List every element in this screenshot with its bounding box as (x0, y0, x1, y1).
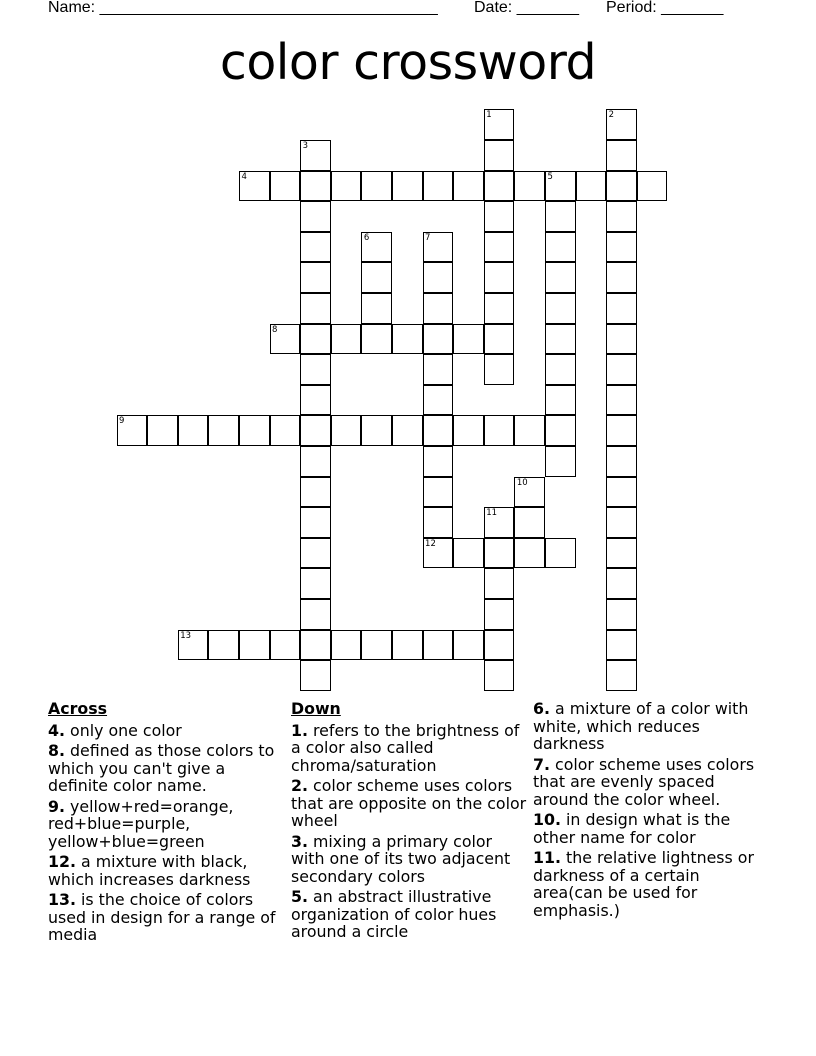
cell-number: 6 (363, 232, 370, 243)
crossword-cell[interactable] (484, 507, 515, 538)
crossword-cell[interactable] (331, 630, 362, 661)
crossword-cell[interactable] (300, 201, 331, 232)
crossword-cell[interactable] (300, 293, 331, 324)
crossword-cell[interactable] (606, 415, 637, 446)
clue-text: an abstract illustrative organization of color hues around a circle (291, 887, 497, 941)
crossword-cell[interactable] (300, 507, 331, 538)
clue-number: 12. (48, 852, 76, 871)
period-field[interactable]: Period: _______ (606, 0, 724, 16)
crossword-cell[interactable] (270, 415, 301, 446)
clue-text: a mixture of a color with white, which reduces darkness (533, 699, 749, 753)
crossword-cell[interactable] (576, 171, 607, 202)
crossword-cell[interactable] (392, 415, 423, 446)
crossword-cell[interactable] (606, 477, 637, 508)
clue-number: 13. (48, 890, 76, 909)
crossword-cell[interactable] (545, 171, 576, 202)
clue-number: 11. (533, 848, 561, 867)
cell-number: 2 (608, 110, 615, 121)
clue-number: 6. (533, 699, 550, 718)
crossword-cell[interactable] (484, 324, 515, 355)
crossword-cell[interactable] (423, 324, 454, 355)
crossword-cell[interactable] (300, 660, 331, 691)
cell-number: 3 (302, 140, 309, 151)
clue-text: color scheme uses colors that are opposite on the color wheel (291, 776, 527, 830)
crossword-cell[interactable] (545, 415, 576, 446)
crossword-cell[interactable] (423, 385, 454, 416)
clue-number: 7. (533, 754, 550, 774)
crossword-cell[interactable] (392, 630, 423, 661)
crossword-cell[interactable] (484, 568, 515, 599)
crossword-cell[interactable] (208, 415, 239, 446)
crossword-cell[interactable] (545, 538, 576, 569)
crossword-cell[interactable] (484, 415, 515, 446)
crossword-cell[interactable] (545, 324, 576, 355)
crossword-cell[interactable] (453, 324, 484, 355)
crossword-cell[interactable] (484, 109, 515, 140)
crossword-cell[interactable] (423, 446, 454, 477)
crossword-cell[interactable] (545, 232, 576, 263)
cell-number: 7 (425, 232, 431, 243)
crossword-cell[interactable] (606, 232, 637, 263)
crossword-cell[interactable] (300, 599, 331, 630)
crossword-cell[interactable] (270, 630, 301, 661)
crossword-cell[interactable] (514, 477, 545, 508)
crossword-cell[interactable] (423, 293, 454, 324)
crossword-cell[interactable] (361, 630, 392, 661)
clue-across-13 (48, 891, 286, 944)
crossword-cell[interactable] (606, 507, 637, 538)
cell-number: 11 (486, 508, 498, 519)
crossword-cell[interactable] (361, 324, 392, 355)
crossword-cell[interactable] (484, 293, 515, 324)
crossword-cell[interactable] (606, 262, 637, 293)
crossword-cell[interactable] (423, 415, 454, 446)
crossword-cell[interactable] (361, 293, 392, 324)
crossword-cell[interactable] (484, 262, 515, 293)
crossword-cell[interactable] (361, 232, 392, 263)
crossword-cell[interactable] (606, 171, 637, 202)
crossword-cell[interactable] (300, 385, 331, 416)
crossword-cell[interactable] (331, 324, 362, 355)
clue-number: 9. (48, 796, 65, 816)
crossword-cell[interactable] (392, 171, 423, 202)
across-heading: Across (48, 699, 108, 718)
crossword-cell[interactable] (606, 630, 637, 661)
crossword-cell[interactable] (300, 630, 331, 661)
crossword-cell[interactable] (606, 538, 637, 569)
cell-number: 13 (180, 630, 192, 641)
crossword-cell[interactable] (514, 171, 545, 202)
crossword-cell[interactable] (484, 599, 515, 630)
crossword-cell[interactable] (514, 507, 545, 538)
crossword-cell[interactable] (606, 446, 637, 477)
crossword-cell[interactable] (423, 232, 454, 263)
clue-text: refers to the brightness of a color also called chroma/saturation (291, 720, 520, 775)
crossword-cell[interactable] (423, 477, 454, 508)
cell-number: 4 (241, 171, 247, 182)
cell-number: 8 (272, 324, 278, 335)
crossword-cell[interactable] (300, 232, 331, 263)
crossword-cell[interactable] (514, 538, 545, 569)
clue-text: in design what is the other name for color (533, 810, 731, 847)
crossword-cell[interactable] (606, 140, 637, 171)
crossword-cell[interactable] (606, 599, 637, 630)
crossword-cell[interactable] (637, 171, 668, 202)
crossword-cell[interactable] (484, 232, 515, 263)
clue-down-11 (533, 849, 768, 919)
crossword-cell[interactable] (606, 568, 637, 599)
clue-number: 5. (291, 887, 308, 906)
crossword-cell[interactable] (300, 477, 331, 508)
cell-number: 12 (425, 538, 436, 549)
clues-column-across (48, 700, 286, 947)
clue-down-10 (533, 811, 768, 846)
crossword-cell[interactable] (514, 415, 545, 446)
crossword-cell[interactable] (300, 415, 331, 446)
crossword-cell[interactable] (545, 385, 576, 416)
crossword-cell[interactable] (361, 262, 392, 293)
crossword-cell[interactable] (484, 201, 515, 232)
clue-down-1 (291, 722, 529, 775)
clue-number: 4. (48, 720, 65, 740)
clue-down-3 (291, 833, 529, 886)
crossword-cell[interactable] (423, 507, 454, 538)
crossword-cell[interactable] (453, 415, 484, 446)
clue-text: only one color (70, 720, 182, 740)
crossword-cell[interactable] (178, 415, 209, 446)
crossword-cell[interactable] (545, 446, 576, 477)
clue-text: color scheme uses colors that are evenly spaced around the color wheel. (533, 754, 755, 809)
crossword-cell[interactable] (178, 630, 209, 661)
clue-text: defined as those colors to which you can't give a definite color name. (48, 741, 275, 795)
crossword-cell[interactable] (606, 109, 637, 140)
crossword-cell[interactable] (545, 262, 576, 293)
crossword-cell[interactable] (606, 660, 637, 691)
crossword-cell[interactable] (270, 324, 301, 355)
crossword-cell[interactable] (545, 201, 576, 232)
crossword-cell[interactable] (484, 354, 515, 385)
crossword-cell[interactable] (606, 201, 637, 232)
date-field[interactable]: Date: _______ (474, 0, 579, 16)
clue-number: 2. (291, 776, 308, 795)
crossword-cell[interactable] (423, 538, 454, 569)
crossword-cell[interactable] (361, 415, 392, 446)
clue-number: 3. (291, 831, 308, 851)
crossword-cell[interactable] (423, 262, 454, 293)
page-title: color crossword (219, 34, 597, 91)
clues-column-down (291, 700, 529, 944)
crossword-cell[interactable] (423, 630, 454, 661)
cell-number: 9 (119, 416, 125, 427)
crossword-cell[interactable] (300, 324, 331, 355)
crossword-cell[interactable] (300, 538, 331, 569)
crossword-cell[interactable] (239, 630, 270, 661)
crossword-cell[interactable] (300, 262, 331, 293)
clue-text: is the choice of colors used in design for a range of media (48, 890, 276, 944)
name-field[interactable]: Name: ______________________________________ (48, 0, 438, 16)
clue-down-6 (533, 700, 768, 753)
crossword-cell[interactable] (606, 293, 637, 324)
clue-down-2 (291, 777, 529, 830)
crossword-cell[interactable] (300, 568, 331, 599)
crossword-cell[interactable] (423, 354, 454, 385)
crossword-cell[interactable] (300, 140, 331, 171)
crossword-cell[interactable] (361, 171, 392, 202)
crossword-cell[interactable] (453, 630, 484, 661)
clue-down-7 (533, 756, 768, 809)
crossword-cell[interactable] (239, 415, 270, 446)
clue-text: a mixture with black, which increases darkness (48, 852, 251, 889)
clue-across-12 (48, 853, 286, 888)
clue-number: 8. (48, 741, 65, 760)
clue-number: 1. (291, 720, 308, 740)
crossword-cell[interactable] (484, 630, 515, 661)
crossword-cell[interactable] (270, 171, 301, 202)
clue-across-8 (48, 742, 286, 795)
clue-text: mixing a primary color with one of its two adjacent secondary colors (291, 831, 511, 886)
crossword-cell[interactable] (331, 415, 362, 446)
crossword-cell[interactable] (484, 171, 515, 202)
clue-text: the relative lightness or darkness of a certain area(can be used for emphasis.) (533, 848, 754, 920)
crossword-cell[interactable] (545, 293, 576, 324)
cell-number: 10 (516, 477, 528, 488)
crossword-cell[interactable] (606, 385, 637, 416)
cell-number: 5 (547, 171, 553, 182)
clues-column-down-continued (533, 700, 768, 922)
crossword-cell[interactable] (300, 354, 331, 385)
clue-text: yellow+red=orange, red+blue=purple, yellow+blue=green (48, 796, 234, 851)
crossword-cell[interactable] (208, 630, 239, 661)
crossword-cell[interactable] (453, 538, 484, 569)
down-heading: Down (291, 699, 341, 718)
crossword-cell[interactable] (484, 660, 515, 691)
crossword-cell[interactable] (484, 140, 515, 171)
crossword-cell[interactable] (606, 354, 637, 385)
crossword-cell[interactable] (331, 171, 362, 202)
crossword-cell[interactable] (300, 446, 331, 477)
cell-number: 1 (486, 110, 492, 121)
crossword-cell[interactable] (606, 324, 637, 355)
crossword-cell[interactable] (545, 354, 576, 385)
crossword-cell[interactable] (423, 171, 454, 202)
clue-number: 10. (533, 810, 561, 829)
crossword-cell[interactable] (239, 171, 270, 202)
crossword-cell[interactable] (484, 538, 515, 569)
crossword-cell[interactable] (147, 415, 178, 446)
crossword-cell[interactable] (453, 171, 484, 202)
clue-down-5 (291, 888, 529, 941)
crossword-cell[interactable] (392, 324, 423, 355)
crossword-cell[interactable] (300, 171, 331, 202)
crossword-cell[interactable] (117, 415, 148, 446)
clue-across-9 (48, 798, 286, 851)
clue-across-4 (48, 722, 286, 740)
